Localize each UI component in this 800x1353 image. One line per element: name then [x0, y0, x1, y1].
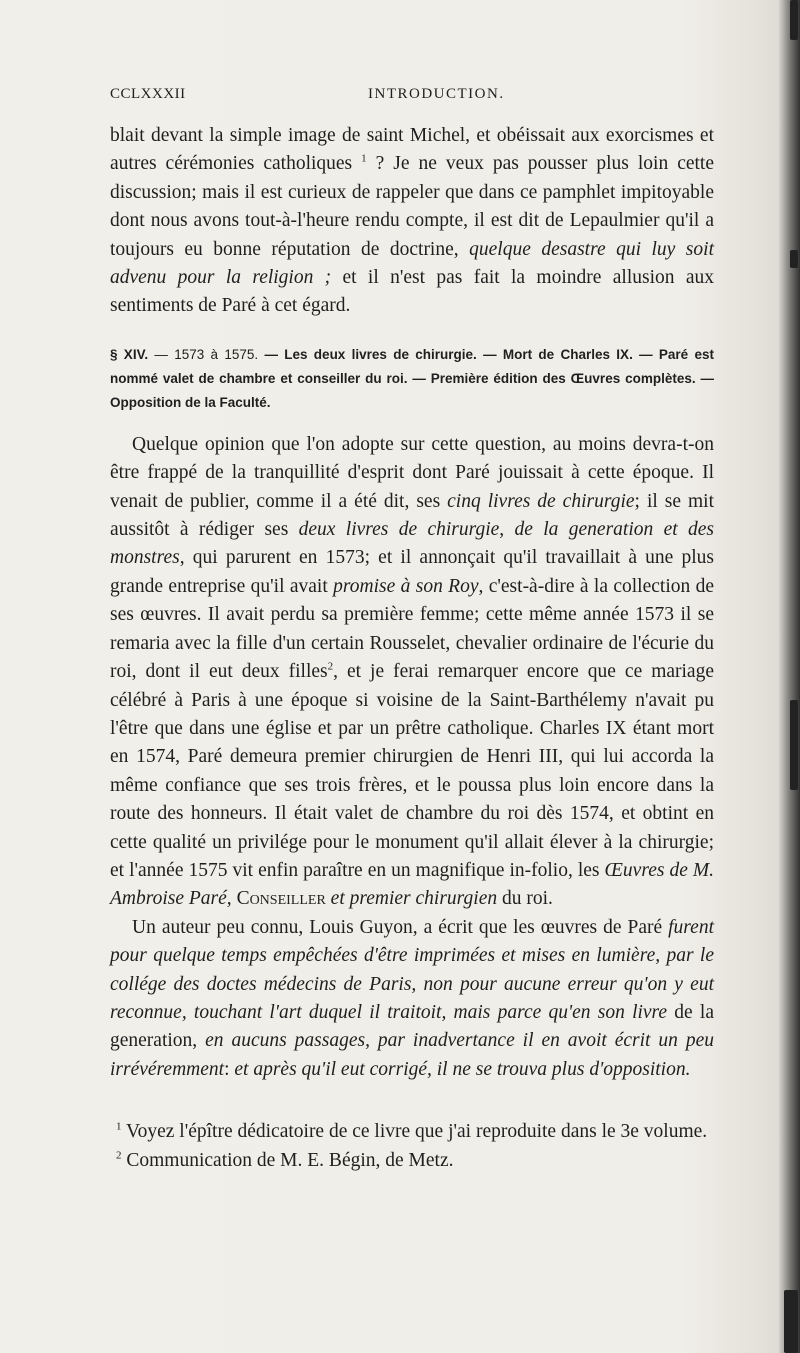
section-summary: — Les deux livres de chirurgie. — Mort de Charles IX. — Paré est nommé valet de chambre et conseiller du roi. — Première édition des Œuvres complètes. — Opposition de la Faculté. — [110, 346, 715, 410]
paragraph-2 — [110, 431, 714, 914]
italic-span: deux livres de chirurgie, de la generation et des monstres — [110, 519, 714, 569]
text-span: ? Je ne veux pas pousser plus loin cette discussion; mais il est curieux de rappeler que dans ce pamphlet impitoyable dont nous avons tout-à-l'heure rendu compte, il est dit de Lepaulmier qu'il a toujours eu bonne réputation de doctrine, — [110, 153, 715, 260]
footnote-text: Voyez l'épître dédicatoire de ce livre que j'ai reproduite dans le 3e volume. — [121, 1121, 708, 1143]
italic-span: et après qu'il eut corrigé, il ne se trouva plus d'opposition. — [234, 1058, 691, 1080]
binding-shadow — [784, 1290, 798, 1353]
text-span: Un auteur peu connu, Louis Guyon, a écrit que les œuvres de Paré — [132, 916, 669, 938]
text-span: du roi. — [497, 888, 553, 910]
section-number: § XIV. — [110, 346, 149, 362]
footnote-ref-2: 2 — [327, 660, 334, 673]
italic-span: cinq livres de chirurgie — [447, 490, 635, 512]
text-span: Quelque opinion que l'on adopte sur cette question, au moins devra-t-on être frappé de la tranquillité d'esprit dont Paré jouissait à cette époque. Il venait de publier, comme il a été dit, ses — [110, 433, 714, 512]
italic-span: quelque desastre qui luy soit advenu pour la religion ; — [110, 238, 714, 289]
italic-span: Œuvres de M. Ambroise Paré, — [110, 859, 714, 910]
text-span: et il n'est pas fait la moindre allusion aux sentiments de Paré à cet égard. — [110, 267, 714, 317]
page-binding-edge — [778, 0, 800, 1353]
body-text — [110, 122, 714, 1175]
footnote-1 — [110, 1118, 714, 1146]
italic-span: et premier chirurgien — [325, 888, 498, 910]
footnote-ref-1: 1 — [361, 152, 367, 165]
footnote-2 — [110, 1147, 714, 1175]
footnotes — [110, 1118, 714, 1175]
text-span: : — [224, 1058, 235, 1080]
footnote-marker: 2 — [116, 1149, 122, 1162]
running-title: INTRODUCTION. — [368, 86, 505, 102]
text-span: , c'est-à-dire à la collection de ses œuvres. Il avait perdu sa première femme; cette même année 1573 il se remaria avec la fille d'un certain Rousselet, chevalier ordinaire de l'écurie du roi, dont il eut deux filles — [110, 575, 714, 683]
text-span: blait devant la simple image de saint Michel, et obéissait aux exorcismes et autres cérémonies catholiques — [110, 125, 714, 175]
footnote-marker: 1 — [116, 1120, 122, 1133]
section-dates: — 1573 à 1575. — [148, 346, 259, 362]
small-caps-span: Conseiller — [236, 888, 326, 910]
binding-shadow — [790, 700, 798, 790]
paragraph-3 — [110, 914, 714, 1084]
section-heading — [110, 343, 714, 415]
text-span: , et je ferai remarquer encore que ce mariage célébré à Paris à une époque si voisine de la Saint-Barthélemy n'avait pu l'être que dans une église et par un prêtre catholique. Charles IX étant mort en 1574, Paré demeura premier chirurgien de Henri III, qui lui accorda la même confiance que ses trois frères, et le poussa plus loin encore dans la route des honneurs. Il était valet de chambre du roi dès 1574, et obtint en cette qualité un privilége pour le monument qu'il allait élever à la chirurgie; et l'année 1575 vit enfin paraître en un magnifique in-folio, les — [110, 661, 714, 881]
binding-shadow — [790, 250, 798, 268]
footnote-text: Communication de M. E. Bégin, de Metz. — [121, 1149, 454, 1171]
text-span: ; il se mit aussitôt à rédiger ses — [110, 490, 714, 541]
italic-span: promise à son Roy — [333, 575, 479, 597]
page-number: CCLXXXII — [110, 86, 186, 102]
italic-span: en aucuns passages, par inadvertance il en avoit écrit un peu irrévéremment — [110, 1030, 715, 1080]
text-span: de la generation, — [110, 1001, 714, 1052]
italic-span: furent pour quelque temps empêchées d'être imprimées et mises en lumière, par le collége des doctes médecins de Paris, non pour aucune erreur qu'on y eut reconnue, touchant l'art duquel il traitoit, mais parce qu'en son livre — [110, 916, 714, 1023]
text-span: , qui parurent en 1573; et il annonçait qu'il travaillait à une plus grande entreprise qu'il avait — [110, 547, 714, 597]
paragraph-1 — [110, 122, 714, 321]
binding-shadow — [790, 0, 798, 40]
page-header — [110, 86, 700, 110]
